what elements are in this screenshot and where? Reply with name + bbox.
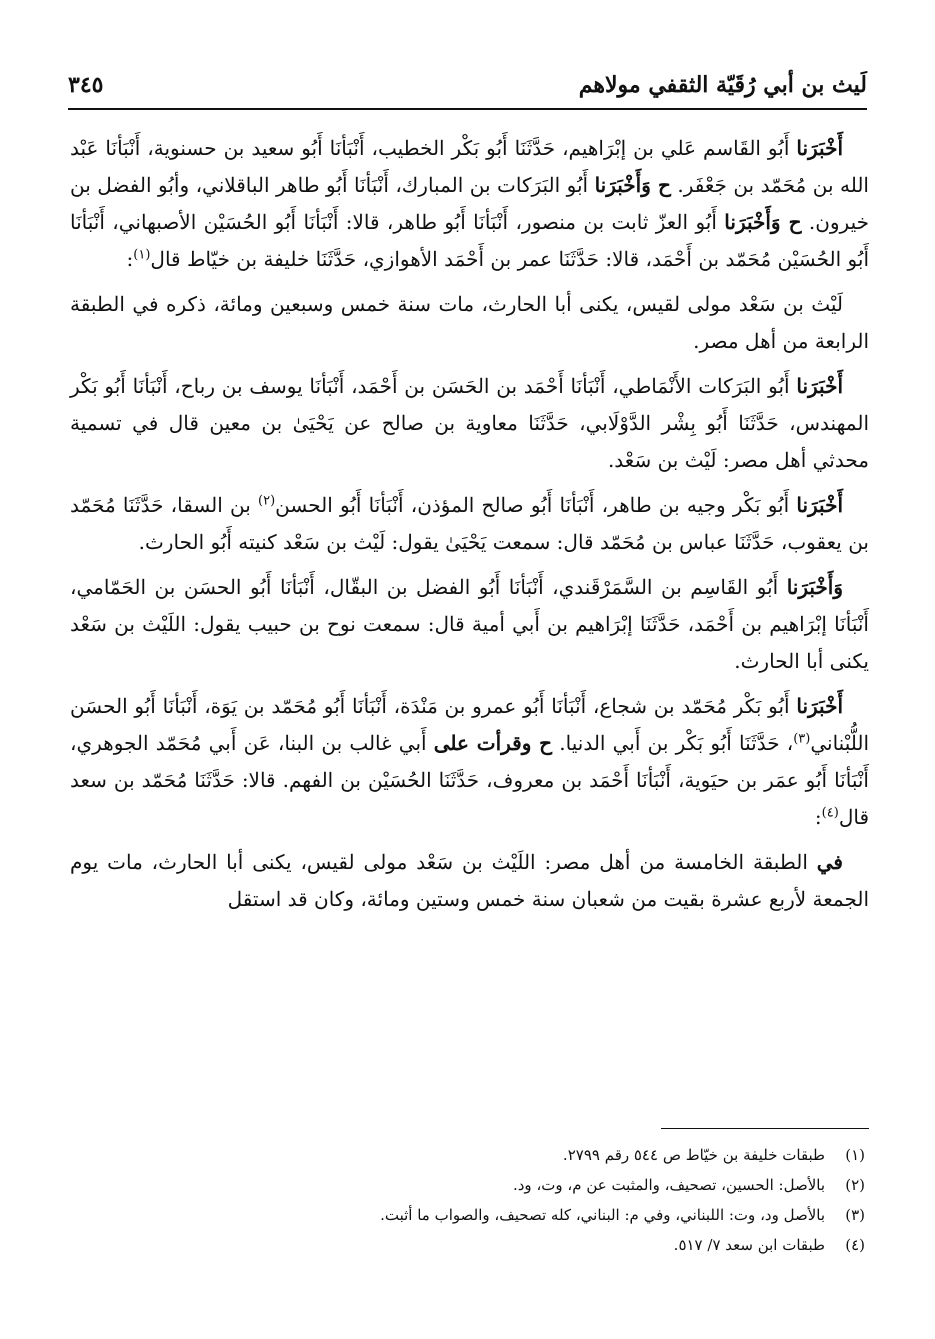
paragraph <box>70 487 869 561</box>
keyword: ح وَأَخْبَرَنا <box>724 210 802 234</box>
footnote-text: بالأصل ود، وت: اللبناني، وفي م: البناني، كله تصحيف، والصواب ما أثبت. <box>380 1206 825 1224</box>
keyword: في <box>816 850 843 874</box>
text-run: أَبُو البَرَكات بن المبارك، أَنْبَأنَا أَبُو طاهر الباقلاني، وأبُو الفضل بن خيرون. <box>70 173 869 234</box>
main-text <box>70 130 869 926</box>
text-run: أَبُو البَرَكات الأَنْمَاطي، أَنْبَأنَا أَحْمَد بن الحَسَن بن أَحْمَد، أَنْبَأنَا يوسف بن رباح، أَنْبَأنَا أَبُو بَكْر المهندس، حَدَّثَنَا أَبُو بِشْر الدَّوْلَابي، حَدَّثَنَا معاوية بن صالح عن يَحْيَىٰ بن معين قال في تسمية محدثي أهل مصر: لَيْث بن سَعْد. <box>70 374 869 472</box>
footnote-ref: (٣) <box>793 731 811 747</box>
footnote-ref: (١) <box>133 247 151 263</box>
footnote-number: (١) <box>845 1146 865 1164</box>
footnote-number: (٤) <box>845 1236 865 1254</box>
text-run: : <box>126 247 134 271</box>
text-run: بن السقا، حَدَّثَنَا مُحَمّد بن يعقوب، حَدَّثَنَا عباس بن مُحَمّد قال: سمعت يَحْيَىٰ يقول: لَيْث بن سَعْد كنيته أَبُو الحارث. <box>70 493 869 554</box>
text-run: أَبُو القَاسِم بن السَّمَرْقَندي، أَنْبَأنَا أَبُو الفضل بن البقّال، أَنْبَأنَا أَبُو الحسَن بن الحَمّامي، أَنْبَأنَا إبْرَاهيم بن أَحْمَد، حَدَّثَنَا إبْرَاهيم بن أَبي أمية قال: سمعت نوح بن حبيب يقول: اللَيْث بن سَعْد يكنى أبا الحارث. <box>70 575 869 673</box>
keyword: أَخْبَرَنا <box>796 374 843 398</box>
keyword: أَخْبَرَنا <box>796 136 843 160</box>
footnote-text: طبقات ابن سعد ٧/ ٥١٧. <box>673 1236 825 1254</box>
text-run: : <box>814 805 822 829</box>
paragraph <box>70 368 869 479</box>
text-run: أَبُو العزّ ثابت بن منصور، أَنْبَأنَا أَبُو طاهر، قالا: أَنْبَأنَا أَبُو الحُسَيْن الأصبهاني، أَنْبَأنَا أَبُو الحُسَيْن مُحَمّد بن أَحْمَد، قالا: حَدَّثَنَا عمر بن أَحْمَد الأهوازي، حَدَّثَنَا خليفة بن خيّاط قال <box>70 210 869 271</box>
text-run: ، حَدَّثَنَا أَبُو بَكْر بن أَبي الدنيا. <box>552 731 794 755</box>
keyword: ح وَأَخْبَرَنا <box>594 173 671 197</box>
text-run: أَبُو بَكْر مُحَمّد بن شجاع، أَنْبَأنَا أَبُو عمرو بن مَنْدَة، أَنْبَأنَا أَبُو مُحَمّد بن يَوَة، أَنْبَأنَا أَبُو الحسَن اللُّبْناني <box>70 694 870 755</box>
footnote <box>70 1140 865 1170</box>
footnote-ref: (٢) <box>258 493 276 509</box>
paragraph <box>70 844 869 918</box>
text-run: أَبُو القَاسم عَلي بن إبْرَاهيم، حَدَّثَنَا أَبُو بَكْر الخطيب، أَنْبَأنَا أَبُو سعيد بن حسنوية، أَنْبَأنَا عَبْد الله بن مُحَمّد بن جَعْفَر. <box>70 136 869 197</box>
page-header <box>68 62 867 110</box>
running-title: لَيث بن أبي رُقَيّة الثقفي مولاهم <box>578 72 867 98</box>
text-run: لَيْث بن سَعْد مولى لقيس، يكنى أبا الحارث، مات سنة خمس وسبعين ومائة، ذكره في الطبقة الرابعة من أهل مصر. <box>70 292 869 353</box>
footnote-text: بالأصل: الحسين، تصحيف، والمثبت عن م، وت، ود. <box>512 1176 825 1194</box>
keyword: أَخْبَرَنا <box>796 493 844 517</box>
footnote-ref: (٤) <box>821 805 839 821</box>
footnote-divider <box>661 1128 869 1129</box>
keyword: أَخْبَرَنا <box>796 694 843 718</box>
paragraph <box>70 286 869 360</box>
footnote-number: (٣) <box>845 1206 865 1224</box>
keyword: وَأَخْبَرَنا <box>786 575 843 599</box>
text-run: أَبُو بَكْر وجيه بن طاهر، أَنْبَأنَا أَبُو صالح المؤذن، أَنْبَأنَا أَبُو الحسن <box>275 493 797 517</box>
footnote-text: طبقات خليفة بن خيّاط ص ٥٤٤ رقم ٢٧٩٩. <box>562 1146 825 1164</box>
text-run: أَبي غالب بن البنا، عَن أَبي مُحَمّد الجوهري، أَنْبَأنَا أَبُو عمَر بن حيَوية، أَنْبَأنَا أَحْمَد بن معروف، حَدَّثَنَا الحُسَيْن بن الفهم. قالا: حَدَّثَنَا مُحَمّد بن سعد قال <box>70 731 869 829</box>
keyword: ح وقرأت على <box>433 731 553 755</box>
text-run: الطبقة الخامسة من أهل مصر: اللَيْث بن سَعْد مولى لقيس، يكنى أبا الحارث، مات يوم الجمعة لأربع عشرة بقيت من شعبان سنة خمس وستين ومائة، وكان قد استقل <box>70 850 869 911</box>
footnote <box>70 1200 865 1230</box>
footnote <box>70 1230 865 1260</box>
paragraph <box>70 569 869 680</box>
footnote-number: (٢) <box>845 1176 865 1194</box>
paragraph <box>70 130 869 278</box>
paragraph <box>70 688 869 836</box>
footnote <box>70 1170 865 1200</box>
page-number: ٣٤٥ <box>68 72 104 98</box>
footnotes <box>70 1140 865 1260</box>
